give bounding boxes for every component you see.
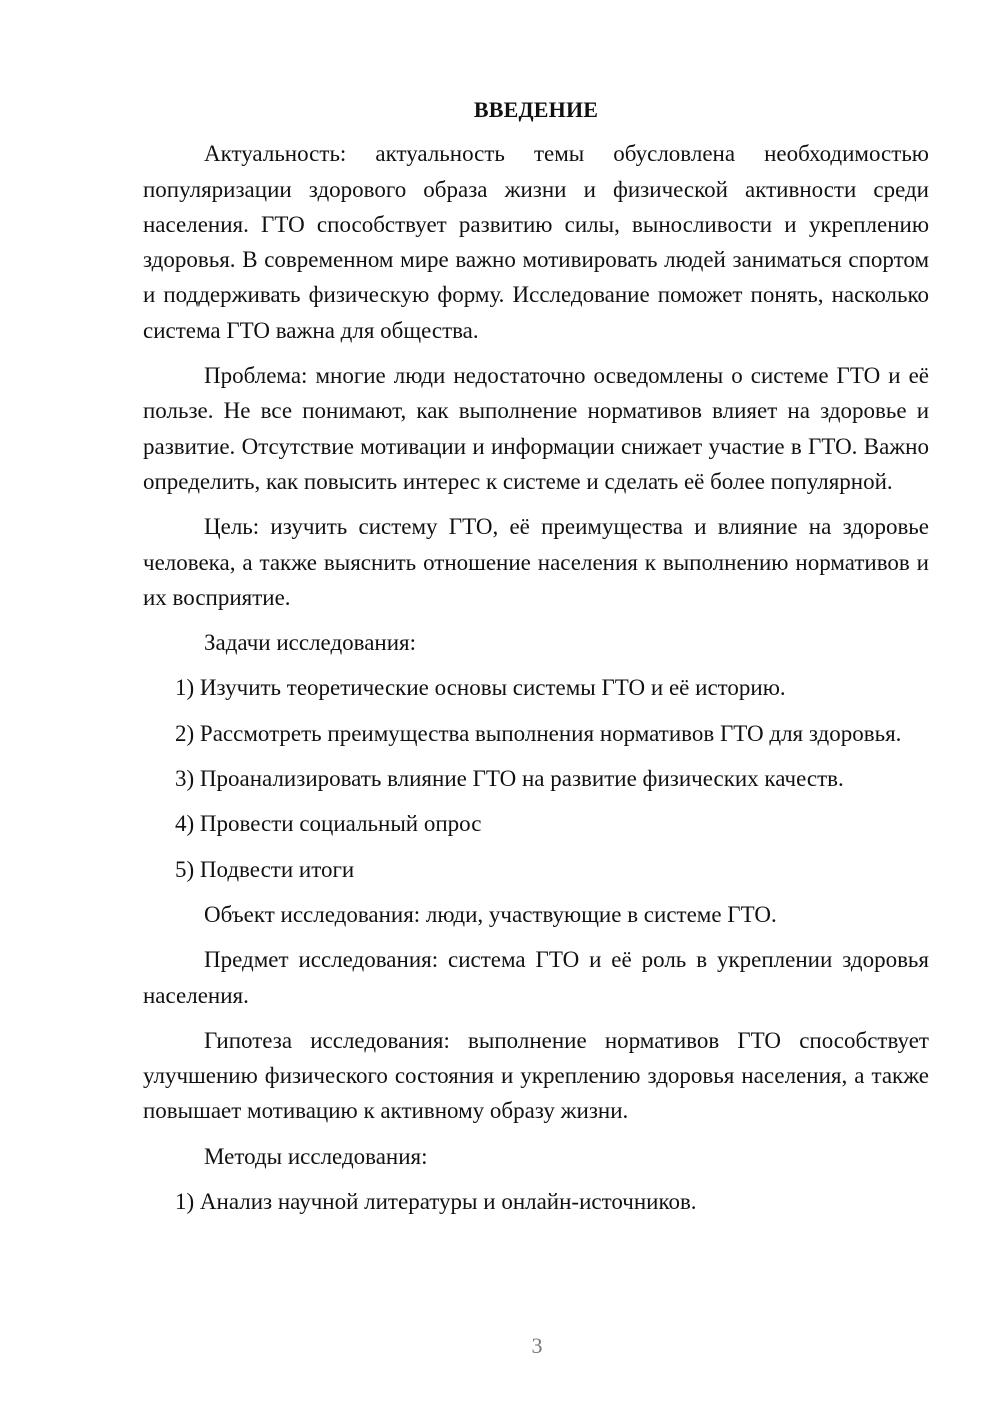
subject-paragraph: Предмет исследования: система ГТО и её роль в укреплении здоровья населения.: [143, 947, 929, 1008]
task-item: 1) Изучить теоретические основы системы ГТО и её историю.: [175, 675, 786, 701]
hypothesis-paragraph: Гипотеза исследования: выполнение нормативов ГТО способствует улучшению физического состояния и укреплению здоровья населения, а также повышает мотивацию к активному образу жизни.: [143, 1027, 929, 1124]
task-item: 2) Рассмотреть преимущества выполнения нормативов ГТО для здоровья.: [175, 720, 902, 746]
object-paragraph: Объект исследования: люди, участвующие в системе ГТО.: [204, 901, 777, 927]
page-content: [143, 92, 929, 1229]
methods-heading: Методы исследования:: [204, 1143, 428, 1169]
goal-paragraph: Цель: изучить систему ГТО, её преимущества и влияние на здоровье человека, а также выяснить отношение населения к выполнению нормативов и их восприятие.: [143, 514, 929, 610]
relevance-paragraph: Актуальность: актуальность темы обусловлена необходимостью популяризации здорового образа жизни и физической активности среди населения. ГТО способствует развитию силы, выносливости и укреплению здоровья. В современном мире важно мотивировать людей заниматься спортом и поддерживать физическую форму. Исследование поможет понять, насколько система ГТО важна для общества.: [143, 141, 929, 343]
task-item: 3) Проанализировать влияние ГТО на развитие физических качеств.: [175, 766, 844, 792]
section-title: ВВЕДЕНИЕ: [473, 97, 599, 122]
task-item: 4) Провести социальный опрос: [175, 811, 482, 837]
problem-paragraph: Проблема: многие люди недостаточно осведомлены о системе ГТО и её пользе. Не все понимают, как выполнение нормативов влияет на здоровье и развитие. Отсутствие мотивации и информации снижает участие в ГТО. Важно определить, как повысить интерес к системе и сделать её более популярной.: [143, 363, 929, 494]
page-number: 3: [531, 1333, 543, 1358]
tasks-heading: Задачи исследования:: [204, 630, 417, 656]
task-item: 5) Подвести итоги: [175, 856, 355, 882]
method-item: 1) Анализ научной литературы и онлайн-источников.: [175, 1189, 697, 1215]
